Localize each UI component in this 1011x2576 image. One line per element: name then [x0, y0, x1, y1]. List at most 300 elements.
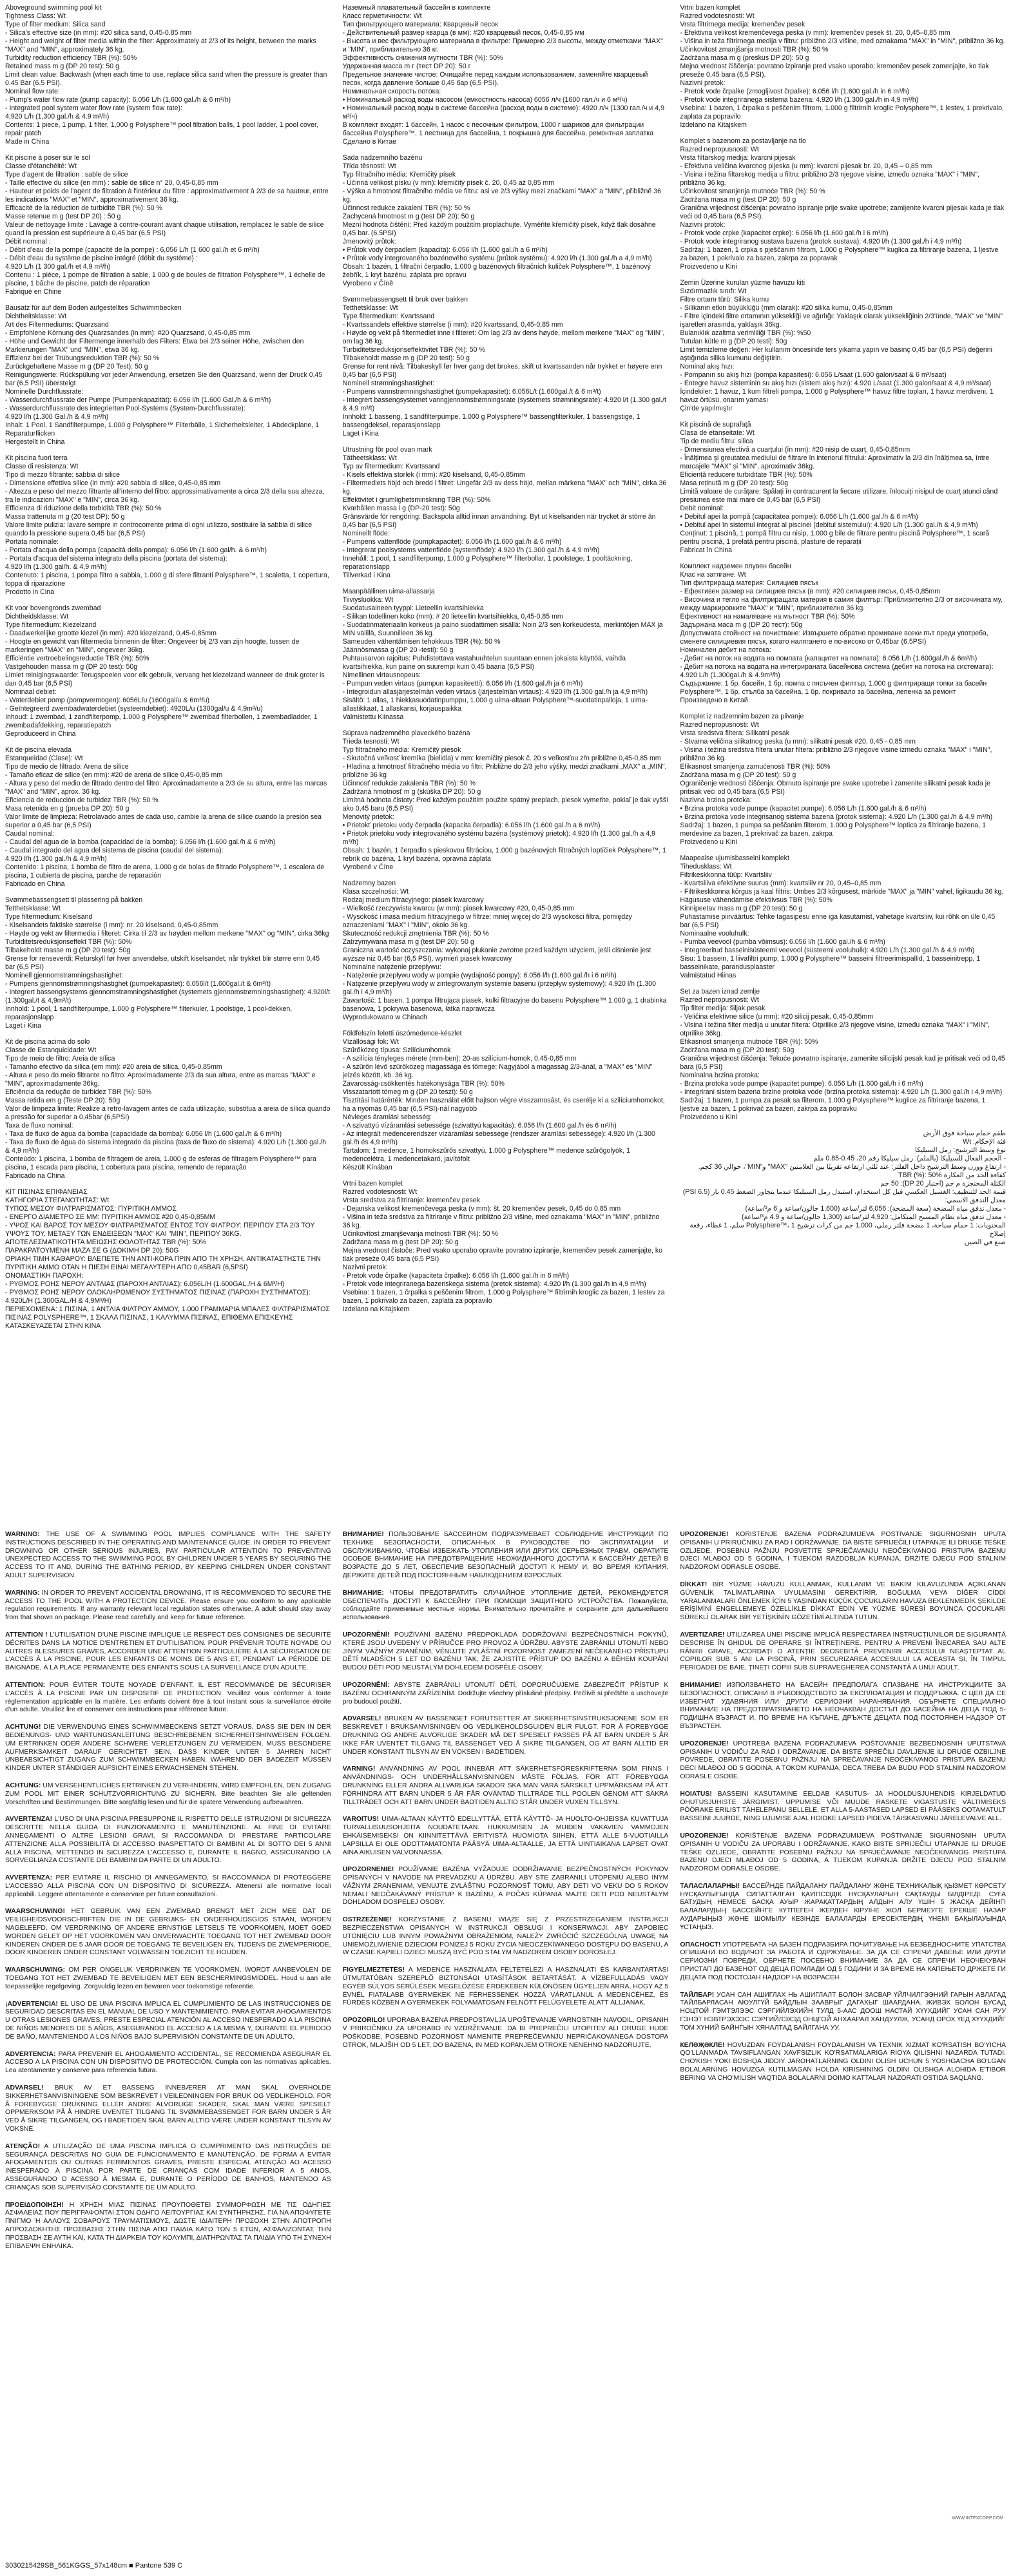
warning-heading: OPOZORILO!	[342, 2017, 385, 2024]
spec-line: الكتلة المحتجزة م جم (اختبار DP 20): 50 جم	[880, 1180, 1006, 1187]
spec-line: Wyprodukowano w Chinach	[342, 1014, 427, 1021]
spec-block-title: Utrustning för pool ovan mark	[342, 446, 432, 454]
spec-block	[680, 1129, 1006, 1247]
spec-line: Graniczna wartość oczyszczania: wykonaj płukanie zwrotne przed każdym użyciem, jeśli ciśnienie jest wyższe niż 0,45 bar (6,5 PSI), wymień piasek kwarcowy	[342, 947, 651, 963]
spec-line: - ΥΨΟΣ ΚΑΙ ΒΑΡΟΣ ΤΟΥ ΜΕΣΟΥ ΦΙΛΤΡΑΡΙΣΜΑΤΟΣ ΕΝΤΟΣ ΤΟΥ ΦΙΛΤΡΟΥ: ΠΕΡΙΠΟΥ ΣΤΑ 2/3 ΤΟΥ ΥΨΟΥΣ ΤΟΥ, ΜΕΤΑΞΥ ΤΩΝ ΕΝΔΕΙΞΕΩΝ "MAX" ΚΑΙ "MIN", ΠΕΡΙΠΟΥ 36KG.	[5, 1222, 315, 1238]
spec-line: Zatrzymywana masa m g (test DP 20): 50 g	[342, 938, 474, 946]
warning-heading: ΠΡΟΕΙΔΟΠΟΙΗΣΗ!	[5, 2201, 64, 2209]
warnings-column-2	[343, 1531, 669, 2497]
warning-paragraph	[680, 1581, 1006, 1622]
spec-line: Turbiditetsreduksjonseffekt TBR (%): 50%	[5, 938, 132, 946]
spec-line: - Wielkość rzeczywista kwarcu (w mm): piasek kwarcowy #20, 0,45-0,85 mm	[342, 905, 574, 912]
warning-paragraph	[5, 2202, 331, 2251]
warning-text: DIE VERWENDUNG EINES SCHWIMMBECKENS SETZT VORAUS, DASS SIE DEN IN DER BEDIENUNGS- UND WARTUNGSANLEITUNG BESCHRIEBENEN SICHERHEITSHINWEISEN FOLGEN. UM ERTRINKEN ODER ANDERE SCHWERE VERLETZUNGEN ZU VERMEIDEN, MUSS BESONDERE AUFMERKSAMKEIT DARAUF GERICHTET SEIN, DASS KINDER UNTER 5 JAHREN NICHT UNBEABSICHTIGT ZUGANG ZUM SCHWIMMBECKEN HABEN. WÄHREND DER BADEZEIT MÜSSEN KINDER UNTER STÄNDIGER AUFSICHT EINES ERWACHSENEN STEHEN.	[5, 1724, 331, 1773]
spec-block-title: Maanpäällinen uima-allassarja	[342, 588, 435, 595]
spec-line: Sadržaj: 1 bazen, 1 pumpa za pesak sa filterom, 1.000 g Polysphere™ kuglice za filtriranje bazena, 1 ljestve za bazen, 1 pokrivač za bazen, zakrpa za popravku	[680, 1097, 986, 1113]
spec-line: - Silikan todellinen koko (mm): # 20 lieteellin kvartsihiekka, 0,45-0,85 mm	[342, 613, 563, 620]
spec-line: Clasa de etanșeitate: Wt	[680, 429, 755, 437]
spec-line: Turbiditetsreduksjonseffektivitet TBR (%): 50 %	[342, 346, 485, 354]
spec-line: Vyrobeno v Číně	[342, 280, 394, 287]
warning-text: POUR ÉVITER TOUTE NOYADE D'ENFANT, IL EST RECOMMANDÉ DE SÉCURISER L'ACCÈS À LA PISCINE PAR UN DISPOSITIF DE PROTECTION. Veuillez vous conformer à toute réglementation applicable en la matière. Les enfants doivent être à tout instant sous la surveillance étroite d'un adulte. Veuillez lire et conserver ces instructions pour référence future.	[5, 1681, 331, 1714]
spec-line: • Brzina protoka vode integrisanog sistema bazena (protok sistema): 4.920 L/h (1.300 gal./h & 4,9 m³/h)	[680, 813, 993, 821]
spec-block-title: Kit de piscina elevada	[5, 746, 72, 754]
warning-heading: DİKKAT!	[680, 1581, 708, 1588]
warning-heading: WAARSCHUWING:	[5, 1966, 65, 1974]
spec-line: - Height and weight of filter media within the filter: Approximately at 2/3 of its height, between the marks "MAX" and "MIN", approximately 36 kg.	[5, 37, 316, 53]
spec-line: Limit temizleme değeri: Her kullanım öncesinde ters yıkama yapın ve basınç 0,45 bar (6,5 PSI) değerini aştığında silika kumunu değiştirin.	[680, 346, 992, 362]
warning-text: PER EVITARE IL RISCHIO DI ANNEGAMENTO, SI RACCOMANDA DI PROTEGGERE L'ACCESSO ALLA PISCINA CON UN DISPOSITIVO DI SICUREZZA. Attenersi alle normative locali applicabili. Leggere attentamente e conservare per future consultazioni.	[5, 1874, 331, 1898]
spec-block-title: Комплект надземен плувен басейн	[680, 562, 791, 570]
warning-paragraph	[343, 1682, 669, 1706]
spec-line: Contenido: 1 piscina, 1 bomba de filtro de arena, 1.000 g de bolas de filtrado Polysphere™, 1 escalera de piscina, 1 cubierta de piscina, parche de reparación	[5, 863, 325, 879]
spec-line: Učinkovitost zmanjšanja motnosti TBR (%): 50 %	[680, 46, 829, 53]
spec-line: - Filtre içindeki filtre ortamının yüksekliği ve ağırlığı: Yaklaşık olarak yüksekliğinin 2/3'ünde, "MAX" ve "MIN" işaretleri arasında, yaklaşık 36kg.	[680, 312, 1003, 329]
warning-heading: ACHTUNG!	[5, 1724, 41, 1731]
spec-line: Classe d'étanchéité: Wt	[5, 162, 77, 170]
spec-line: Rodzaj medium filtracyjnego: piasek kwarcowy	[342, 896, 484, 904]
specifications-column-1	[5, 4, 331, 1518]
spec-block	[343, 879, 669, 1022]
spec-line: - Височина и тегло на филтриращата материя в самия филтър: Приблизително 2/3 от височината му, между маркировките "MAX" и "MIN", приблизително 36 kg.	[680, 596, 1003, 612]
warning-heading: ВНИМАНИЕ:	[342, 1589, 384, 1597]
spec-line: Grense for rent nivå: Tilbakeskyll før hver gang det brukes, skift ut kvartssanden når trykket er høyere enn 0,45 bar (6,5 PSI)	[342, 363, 662, 379]
spec-line: - Дебит на поток на водата на помпата (капацитет на помпата): 6.056 L/h (1.600gal./h & 6m³/h)	[680, 655, 977, 662]
warning-text: UM VERSEHENTLICHES ERTRINKEN ZU VERHINDERN, WIRD EMPFOHLEN, DEN ZUGANG ZUM POOL MIT EINER SCHUTZVORRICHTUNG ZU SICHERN. Bitte beachten Sie alle geltenden Vorschriften und Bestimmungen. Bitte sorgfältig lesen und für die spätere Verwendung aufbewahren.	[5, 1782, 331, 1806]
print-code-footer: 3030215429SB_561KGGS_57x148cm ■ Pantone 539 C	[5, 2562, 183, 2570]
spec-block-title: Svømmebassengsett til plassering på bakken	[5, 896, 143, 904]
spec-line: Jmenovitý průtok:	[342, 238, 396, 245]
spec-line: Zadržana masa m g (test DP 20): 50 g	[680, 196, 796, 204]
spec-line: Menovitý prietok:	[342, 813, 394, 821]
warning-paragraph	[5, 2143, 331, 2193]
spec-line: Contenuto: 1 piscina, 1 pompa filtro a sabbia, 1.000 g di sfere filtranti Polysphere™, 1 scaletta, 1 copertura, toppa di riparazione	[5, 572, 329, 588]
spec-line: - Daadwerkelijke grootte kiezel (in mm): #20 kiezelzand, 0,45-0,85mm	[5, 630, 217, 637]
spec-line: ΚΑΤΑΣΚΕΥΑΖΕΤΑΙ ΣΤΗΝ ΚΙΝΑ	[5, 1322, 101, 1330]
spec-line: Typ filtračného média: Kremičitý piesok	[342, 746, 461, 754]
spec-line: Sadržaj: 1 bazen, 1 crpka s pješčanim filtrom, 1.000 g Polysphere™ kuglica za filtriranje bazena, 1 ljestve za bazen, 1 pokrivalo za bazen, zakrpa za popravak	[680, 246, 999, 262]
warning-paragraph	[343, 1866, 669, 1907]
spec-line: Tätheetsklass: Wt	[342, 454, 397, 462]
spec-line: Taxa de fluxo nominal:	[5, 1122, 73, 1129]
spec-line: Laget i Kina	[5, 1022, 41, 1030]
spec-line: صنع في الصين	[964, 1238, 1006, 1246]
spec-line: 4.920 l/h (1.300 gal/h. & 4,9 m³/h)	[5, 563, 107, 571]
spec-line: Zawartość: 1 basen, 1 pompa filtrująca piasek, kulki filtracyjne do basenu Polysphere™ 1.000 g, 1 drabinka basenowa, 1 pokrywa basenowa, łatka naprawcza	[342, 997, 667, 1013]
spec-line: Prodotto in Cina	[5, 588, 54, 596]
spec-line: - Pumpens vattenflöde (pumpkapacitet): 6.056 l/h (1.600 gal./h & 6 m³/h)	[342, 538, 562, 546]
spec-line: - Účinná velikost písku (v mm): křemičitý písek č. 20, 0,45 až 0,85 mm	[342, 179, 555, 187]
spec-block	[343, 1180, 669, 1314]
spec-line: Efficiëntie vertroebelingsreductie TBR (%): 50%	[5, 655, 149, 662]
spec-line: - Pump's water flow rate (pump capacity): 6,056 L/h (1,600 gal./h & 6 m³/h)	[5, 96, 231, 104]
warning-paragraph	[5, 1631, 331, 1673]
spec-line: قيمة الحد للتنظيف: الغسيل العكسي قبل كل استخدام، استبدل رمل السيليكا عندما يتجاوز الضغط 0.45 بار (6.5 PSI)	[682, 1188, 1006, 1196]
spec-block	[343, 1030, 669, 1172]
spec-line: Debit nominal:	[680, 505, 724, 512]
warning-heading: ATTENTION:	[5, 1681, 46, 1689]
spec-line: Vrsta filtrirnega medija: kremenčev pesek	[680, 21, 805, 28]
warning-paragraph	[680, 1631, 1006, 1673]
spec-line: Izdelano na Kitajskem	[680, 121, 747, 129]
spec-block	[343, 154, 669, 288]
spec-line: - Visina i težina filter medija u unutar filtera: Otprilike 2/3 njegove visine, između oznaka "MAX" i "MIN", otprilike 36kg.	[680, 1021, 990, 1037]
warning-text: ANVÄNDNING AV POOL INNEBÄR ATT SÄKERHETSFÖRESKRIFTERNA SOM FINNS I ANVÄNDNINGS- OCH UNDERHÅLLSANVISNINGEN MÅSTE FÖLJAS. FÖR ATT FÖREBYGGA DRUNKNING ELLER ANDRA ALLVARLIGA SKADOR SKA MAN VARA SÄRSKILT UPPMÄRKSAM PÅ ATT FÖRHINDRA ATT BARN UNDER 5 ÅR FÅR OVÄNTAD TILLTRÄDE TILL POOLEN GENOM ATT SÄKRA TILLTRÄDET OCH ATT BARN UNDER BADTIDEN ALLTID STÅR UNDER VUXEN TILLSYN.	[342, 1765, 669, 1806]
spec-line: - Hladina a hmotnosť filtračného média vo filtri: Približne do 2/3 jeho výšky, medzi značkami „MAX" a „MIN", približne 36 kg	[342, 763, 667, 779]
spec-block	[680, 279, 1006, 413]
spec-line: Sameuden vähentämisen tehokkuus TBR (%): 50 %	[342, 638, 501, 646]
spec-line: - Integrert bassengsystems gjennomstrømningshastighet (systemets gjennomstrømningshastighet): 4.920l/t (1.300gal./t & 4,9m³/t)	[5, 988, 331, 1004]
spec-line: - Portata d'acqua della pompa (capacità della pompa): 6.056 l/h (1.600 gal/h. & 6 m³/h)	[5, 546, 267, 554]
warning-text: UIMA-ALTAAN KÄYTTÖ EDELLYTTÄÄ, ETTÄ KÄYTTÖ- JA HUOLTO-OHJEISSA KUVATTUJA TURVALLISUUSOHJEITA NOUDATETAAN. HUKKUMISEN JA MUIDEN VAKAVIEN VAMMOJEN EHKÄISEMISEKSI ON KIINNITETTÄVÄ ERITYISTÄ HUOMIOTA SIIHEN, ETTÄ ALLE 5-VUOTIAILLA LAPSILLA EI OLE ODOTTAMATONTA PÄÄSYÄ UIMA-ALTAALLE, JA ETTÄ UINTIAIKANA LAPSET OVAT AINA AIKUISEN VALVONNASSA.	[342, 1816, 669, 1856]
spec-block-title: Aboveground swimming pool kit	[5, 4, 102, 12]
spec-line: - Brzina protoka vode pumpe (kapacitet pumpe): 6.056 L/h (1.600 gal./h i 6 m³/h)	[680, 1080, 923, 1088]
warning-text: BASSEINI KASUTAMINE EELDAB KASUTUS- JA HOOLDUSJUHENDIS KIRJELDATUD OHUTUSJUHISTE JÄRGIMIST. UPPUMISE VÕI MUUDE RASKETE VIGASTUSTE VÄLTIMISEKS PÖÖRAKE ERILIST TÄHELEPANU SELLELE, ET ALLA 5-AASTASED LAPSED EI PÄÄSEKS OOTAMATULT BASSEINI JUURDE, NING UJUMISE AJAL HOIDKE LAPSED PIDEVA TÄISKASVANU JÄRELEVALVE ALL.	[680, 1790, 1006, 1823]
warning-text: ABYSTE ZABRÁNILI UTONUTÍ DĚTÍ, DOPORUČUJEME ZABEZPEČIT PŘÍSTUP K BAZÉNU OCHRANNÝM ZAŘÍZENÍM. Dodržujte všechny příslušné předpisy. Pečlivě si přečtěte a uschovejte pro budoucí použití.	[342, 1681, 669, 1706]
spec-line: - Integrert bassengsystemet vanngjennomstrømningsrate (systemets strømningsrate): 4.920 l/t (1.300 gal./t & 4,9 m³/t)	[342, 396, 666, 412]
warning-heading: КЕЛӘҖӘКЛЕ!	[680, 2041, 725, 2049]
spec-line: Zadržana masa m g (DP 20 test): 50 g	[680, 771, 796, 779]
spec-line: Nazivni pretok:	[342, 1264, 388, 1271]
warning-text: Η ΧΡΗΣΗ ΜΙΑΣ ΠΙΣΙΝΑΣ ΠΡΟΥΠΟΘΕΤΕΙ ΣΥΜΜΟΡΦΩΣΗ ΜΕ ΤΙΣ ΟΔΗΓΙΕΣ ΑΣΦΑΛΕΙΑΣ ΠΟΥ ΠΕΡΙΓΡΑΦΟΝΤΑΙ ΣΤΟΝ ΟΔΗΓΟ ΛΕΙΤΟΥΡΓΙΑΣ ΚΑΙ ΣΥΝΤΗΡΗΣΗΣ. ΓΙΑ ΝΑ ΑΠΟΦΥΓΕΤΕ ΠΝΙΓΜΟ Ή ΑΛΛΟΥΣ ΣΟΒΑΡΟΥΣ ΤΡΑΥΜΑΤΙΣΜΟΥΣ, ΔΩΣΤΕ ΙΔΙΑΙΤΕΡΗ ΠΡΟΣΟΧΗ ΣΤΗΝ ΑΠΟΤΡΟΠΗ ΑΠΡΟΣΔΟΚΗΤΗΣ ΠΡΟΣΒΑΣΗΣ ΣΤΗΝ ΠΙΣΙΝΑ ΑΠΟ ΠΑΙΔΙΑ ΚΑΤΩ ΤΩΝ 5 ΕΤΩΝ, ΑΣΦΑΛΙΖΟΝΤΑΣ ΤΗΝ ΠΡΟΣΒΑΣΗ ΣΕ ΑΥΤΗ ΚΑΙ, ΚΑΤΑ ΤΗ ΔΙΑΡΚΕΙΑ ΤΟΥ ΚΟΛΥΜΠΙ, ΔΙΑΤΗΡΩΝΤΑΣ ΤΑ ΠΑΙΔΙΑ ΥΠΟ ΤΗ ΣΥΝΕΧΗ ΕΠΙΒΛΕΨΗ ΕΝΗΛΙΚΑ.	[5, 2201, 331, 2250]
warning-heading: VARNING!	[342, 1765, 376, 1773]
warning-text: KORZYSTANIE Z BASENU WIĄŻE SIĘ Z PRZESTRZEGANIEM INSTRUKCJI BEZPIECZEŃSTWA OPISANYCH W INSTRUKCJI OBSŁUGI I KONSERWACJI. ABY ZAPOBIEC UTONIĘCIU LUB INNYM POWAŻNYM OBRAŻENIOM, NALEŻY ZWRÓCIĆ SZCZEGÓLNĄ UWAGĘ NA UNIEMOŻLIWIENIE DZIECIOM PONIŻEJ 5 ROKU ŻYCIA NIEOCZEKIWANEGO DOSTĘPU DO BASENU, A W CZASIE KĄPIELI DZIECI MUSZĄ BYĆ POD STAŁYM NADZOREM OSOBY DOROSŁEJ.	[342, 1916, 669, 1957]
spec-line: • Номинальный расход воды насосом (емкостность насоса) 6056 л/ч (1600 гал./ч и 6 м³/ч)	[342, 96, 628, 104]
spec-line: - Kvartssandets effektive størrelse (i mm): #20 kvartssand, 0,45-0,85 mm	[342, 321, 563, 329]
spec-line: - Integrirani sistem bazena brzine protoka vode (brzina protoka sistema): 4.920 L/h (1.300 gal./h i 4,9 m³/h)	[680, 1088, 1003, 1096]
spec-line: Type filtermedium: Kiezelzand	[5, 621, 97, 629]
spec-block	[5, 154, 331, 296]
warning-text: POUŽÍVANIE BAZÉNA VYŽADUJE DODRŽIAVANIE BEZPEČNOSTNÝCH POKYNOV OPÍSANÝCH V NÁVODE NA PREVÁDZKU A ÚDRŽBU. ABY STE ZABRÁNILI UTOPENIU ALEBO INÝM VÁŽNYM ZRANENIAM, VENUJTE ZVLÁŠTNU POZORNOSŤ TOMU, ABY DETI VO VEKU DO 5 ROKOV NEMALI NEOČAKÁVANÝ PRÍSTUP K BAZÉNU, A POČAS KÚPANIA MAJTE DETI POD NEUSTÁLYM DOHĽADOM DOSPELEJ OSOBY.	[342, 1866, 669, 1907]
spec-line: Tillverkad i Kina	[342, 572, 391, 579]
spec-line: - Efektivna velikost kremenčevega peska (v mm): kremenčev pesek št. 20, 0,45–0,85 mm	[680, 29, 950, 37]
warning-paragraph	[343, 2017, 669, 2050]
spec-line: Geproduceerd in China	[5, 730, 76, 738]
warning-text: L'USO DI UNA PISCINA PRESUPPONE IL RISPETTO DELLE ISTRUZIONI DI SICUREZZA DESCRITTE NELLA GUIDA DI FUNZIONAMENTO E MANUTENZIONE. AL FINE DI EVITARE ANNEGAMENTI O ALTRE LESIONI GRAVI, SI RACCOMANDA DI PRESTARE PARTICOLARE ATTENZIONE ALLA POSSIBILITÀ DI ACCESSO INASPETTATO DI BAMBINI AL DI SOTTO DEI 5 ANNI ALLA PISCINA, METTENDO IN SICUREZZA L'ACCESSO E, DURANTE IL BAGNO, ASSICURANDO LA SORVEGLIANZA COSTANTE DEI BAMBINI DA PARTE DI UN ADULTO.	[5, 1816, 331, 1865]
spec-line: - Taxa de fluxo de água do sistema integrado da piscina (taxa de fluxo do sistema): 4.920 L/h (1.300 gal./h & 4,9 m³/h)	[5, 1139, 327, 1155]
spec-line: Třída těsnosti: Wt	[342, 162, 396, 170]
spec-line: Typ av filtermedium: Kvartssand	[342, 463, 440, 470]
spec-line: Gränsvärde för rengöring: Backspola alltid innan användning. Byt ut kiselsanden när trycket är större än 0,45 bar (6,5 PSI)	[342, 513, 656, 529]
spec-block	[5, 896, 331, 1030]
spec-line: - Действительный размер кварца (в мм): #20 кварцевый песок, 0,45-0,85 мм	[342, 29, 584, 37]
spec-line: Çin'de yapılmıştır	[680, 405, 733, 412]
spec-line: • Номинальный расход воды в системе бассейна (расход воды в системе): 4920 л/ч (1300 гал./ч и 4,9 м³/ч)	[342, 104, 664, 120]
spec-block-title: Kit voor bovengronds zwembad	[5, 604, 101, 612]
spec-line: Masse retenue m g (test DP 20) : 50 g	[5, 213, 121, 220]
spec-line: ΠΕΡΙΕΧΟΜΕΝΑ: 1 ΠΙΣΙΝΑ, 1 ΑΝΤΛΙΑ ΦΙΛΤΡΟΥ ΑΜΜΟΥ, 1.000 ΓΡΑΜΜΑΡΙΑ ΜΠΑΛΕΣ ΦΙΛΤΡΑΡΙΣΜΑΤΟΣ ΠΙΣΙΝΑΣ POLYSPHERE™, 1 ΣΚΑΛΑ ΠΙΣΙΝΑΣ, 1 ΚΑΛΥΜΜΑ ΠΙΣΙΝΑΣ, ΕΠΙΘΕΜΑ ΕΠΙΣΚΕΥΗΣ	[5, 1305, 330, 1322]
warnings-column-1	[5, 1531, 331, 2497]
spec-line: ΟΡΙΑΚΗ ΤΙΜΗ ΚΑΘΑΡΟΥ: ΒΛΕΠΕΤΕ ΤΗΝ ΑΝΤΙ-ΚΟΡΑ ΠΡΙΝ ΑΠΟ ΤΗ ΧΡΗΣΗ, ΑΝΤΙΚΑΤΑΣΤΗΣΤΕ ΤΗΝ ΠΥΡΙΤΙΚΗ ΑΜΜΟ ΟΤΑΝ Η ΠΙΕΣΗ ΕΙΝΑΙ ΜΕΓΑΛΥΤΕΡΗ ΑΠΟ 0,45ΒΑR (6,5PSI)	[5, 1255, 321, 1271]
spec-line: - Protok vode crpke (kapacitet crpke): 6.056 l/h (1.600 gal./h i 6 m³/h)	[680, 229, 889, 237]
spec-line: - Entegre havuz sisteminin su akış hızı (sistem akış hızı): 4.920 L/saat (1.300 galon/saat & 4,9 m³/saat)	[680, 380, 992, 387]
spec-block-title: Set za bazen iznad zemlje	[680, 988, 760, 995]
warning-heading: ВНИМАНИЕ!	[680, 1681, 722, 1689]
spec-line: Made in China	[5, 138, 50, 146]
spec-line: - معدل تدفق مياه نظام المسبح المتكامل: 4,920 لتر/ساعة (1,300 جالون/ساعة و 4.9 م³/ساعة)	[741, 1213, 1006, 1221]
spec-line: Portata nominale:	[5, 538, 59, 546]
spec-line: Sisu: 1 bassein, 1 liivafiltri pump, 1.000 g Polysphere™ basseini filtreerimispallid, 1 basseinitrepp, 1 basseinikate, parandusplaaster	[680, 955, 981, 971]
spec-line: - Filtermediets höjd och bredd i filtret: Ungefär 2/3 av dess höjd, mellan märkena "MAX" och "MIN", cirka 36 kg.	[342, 479, 667, 495]
warning-paragraph	[680, 1791, 1006, 1823]
spec-line: - Wasserdurchflussrate des integrierten Pool-Systems (System-Durchflussrate):	[5, 405, 246, 412]
warning-paragraph	[5, 1966, 331, 1991]
spec-line: - Dejanska velikost kremenčevega peska (v mm): št. 20 kremenčev pesek, 0,45 do 0,85 mm	[342, 1205, 621, 1213]
spec-line: - Waterdebiet pomp (pompvermogen): 6056L/u (1600gal/u & 6m³/u)	[5, 697, 209, 704]
spec-line: Nominellt flöde:	[342, 530, 390, 537]
spec-block-title: Kit de piscina acima do solo	[5, 1038, 90, 1046]
warning-paragraph	[5, 2084, 331, 2134]
spec-line: Tightness Class: Wt	[5, 12, 66, 20]
spec-line: Tihedusklass: Wt	[680, 863, 732, 870]
spec-line: - Pumpun veden virtaus (pumpun kapasiteetti): 6.056 l/h (1.600 gal./h ja 6 m³/h)	[342, 680, 583, 687]
spec-line: Mejna vrednost čiščenja: povratno izpiranje pred vsako uporabo; kremenčev pesek zamenjajte, ko tlak preseže 0,45 bara (6,5 PSI).	[680, 62, 989, 79]
warning-paragraph	[5, 1874, 331, 1899]
warning-paragraph	[343, 1816, 669, 1857]
spec-line: Tiiviysluokka: Wt	[342, 596, 394, 604]
warning-heading: ATENÇÃO!	[5, 2142, 41, 2150]
spec-line: - Višina in teža filtrirnega medija v filtru: približno 2/3 višine, med oznakama "MAX" in "MIN", približno 36 kg.	[680, 37, 1005, 45]
warning-heading: ATTENTION !	[5, 1631, 48, 1639]
warning-text: IN ORDER TO PREVENT ACCIDENTAL DROWNING, IT IS RECOMMENDED TO SECURE THE ACCESS TO THE POOL WITH A PROTECTION DEVICE. Please ensure you conform to any applicable regulation requirements. If any warranty relevant local regulation states otherwise, A adult should stay away from that shown on package. Please read carefully and keep for future reference.	[5, 1589, 331, 1622]
spec-line: - Natężenie przepływu wody w zintegrowanym systemie basenu (przepływ systemowy): 4.920 l/h (1.300 gal./h i 4,9 m³/h)	[342, 980, 657, 996]
spec-line: Tilbakeholdt masse m g (DP 20 test): 50g	[5, 947, 131, 954]
spec-line: Účinnosť redukcie zakalenia TBR (%): 50 %	[342, 780, 476, 787]
spec-line: - Pretok vode črpalke (zmogljivost črpalke): 6.056 l/h (1.600 gal./h in 6 m³/h)	[680, 88, 909, 95]
spec-line: Bulanıklık azaltma verimliliği TBR (%): %50	[680, 329, 811, 337]
spec-line: Contenu : 1 pièce, 1 pompe de filtration à sable, 1 000 g de boules de filtration Polysphere™, 1 échelle de piscine, 1 bâche de piscine, patch de réparation	[5, 271, 325, 287]
spec-line: Efficienza di riduzione della torbidità TBR (%): 50 %	[5, 505, 162, 512]
spec-line: - Geïntegreerd zwembadwaterdebiet (systeemdebiet): 4920L/u (1300gal/u & 4,9m³/u)	[5, 705, 263, 713]
spec-block-title: Sada nadzemního bazénu	[342, 154, 423, 162]
warning-text: KORIŠTENJE BAZENA PODRAZUMIJEVA POŠTIVANJE SIGURNOSNIH UPUTA OPISANIH U VODIČU ZA UPORABU I ODRŽAVANJE. KAKO BISTE SPRIJEČILI UTAPANJE ILI DRUGE TEŠKE OZLJEDE, OBRATITE POSEBNU PAŽNJU NA SPRJEČAVANJE NEOČEKIVANOG PRISTUPA BAZENU DJECI MLAĐOJ OD 5 GODINA, A TIJEKOM KUPANJA DRŽITE DJECU POD STALNIM NADZOROM ODRASLE OSOBE.	[680, 1832, 1006, 1873]
spec-block	[343, 446, 669, 580]
spec-line: В комплект входят: 1 бассейн, 1 насос с песочным фильтром, 1000 г шариков для фильтрации бассейна Polysphere™, 1 лестница для бассейна, 1 покрышка для бассейна, ремонтная заплатка	[342, 121, 654, 137]
specifications-column-3	[680, 4, 1006, 1518]
spec-line: Innhold: 1 pool, 1 sandfilterpumpe, 1.000 g Polysphere™ filterkuler, 1 poolstige, 1 pool-dekken, reparasjonslapp	[5, 1005, 293, 1021]
spec-line: Tisztítási határérték: Minden használat előtt hajtson végre visszamosást, és cserélje ki a szilíciumhomokot, ha a nyomás 0,45 bar (6,5 PSI)-nál nagyobb	[342, 1097, 665, 1113]
warning-text: THE USE OF A SWIMMING POOL IMPLIES COMPLIANCE WITH THE SAFETY INSTRUCTIONS DESCRIBED IN THE OPERATING AND MAINTENANCE GUIDE. IN ORDER TO PREVENT DROWNING OR OTHER SERIOUS INJURIES, PAY PARTICULAR ATTENTION TO PREVENTING UNEXPECTED ACCESS TO THE SWIMMING POOL BY CHILDREN UNDER 5 YEARS BY SECURING THE ACCESS TO IT AND, DURING THE BATHING PERIOD, BY KEEPING CHILDREN UNDER CONSTANT ADULT SUPERVISION.	[5, 1531, 331, 1579]
spec-line: - Pumpens vannstrømningshastighet (pumpekapasitet): 6.056L/t (1.600gal./t & 6 m³/t)	[342, 388, 601, 396]
warning-heading: ТАЙЛБАР!	[680, 1991, 715, 1999]
spec-line: Caudal nominal:	[5, 830, 55, 838]
warning-paragraph	[680, 1992, 1006, 2033]
spec-line: - Višina in teža sredstva za filtriranje v filtru: približno 2/3 višine, med oznakama "MAX" in "MIN", približno 36 kg.	[342, 1213, 660, 1229]
warning-heading: UPOZORNENIE!	[342, 1866, 394, 1874]
spec-line: - Integrerat poolsystems vattenflöde (systemflöde): 4.920 l/h (1.300 gal./h & 4,9 m³/h)	[342, 546, 600, 554]
spec-line: Nominaalne vooluhulk:	[680, 930, 749, 937]
spec-line: - Pretok vode integriranega sistema bazena: 4.920 l/h (1.300 gal./h in 4,9 m³/h)	[680, 96, 919, 104]
warning-text: L'UTILISATION D'UNE PISCINE IMPLIQUE LE RESPECT DES CONSIGNES DE SÉCURITÉ DÉCRITES DANS LA NOTICE D'ENTRETIEN ET D'UTILISATION. POUR PRÉVENIR TOUTE NOYADE OU AUTRES BLESSURES GRAVES, ACCORDER UNE ATTENTION PARTICULIÈRE À LA SÉCURISATION DE L'ACCÈS À LA PISCINE, POUR LES ENFANTS DE MOINS DE 5 ANS ET, PENDANT LA PÉRIODE DE BAIGNADE, À LA PLACE PERMANENTE DES ENFANTS SOUS LA SURVEILLANCE D'UN ADULTE.	[5, 1631, 331, 1672]
warning-paragraph	[680, 2042, 1006, 2083]
spec-line: Valmistatud Hiinas	[680, 972, 737, 979]
spec-line: - Wysokość i masa medium filtracyjnego w filtrze: mniej więcej do 2/3 wysokości filtra, pomiędzy oznaczeniami "MAX" i "MIN", około 36 kg.	[342, 913, 632, 929]
spec-line: Zurückgehaltene Masse m g (DP 20 Test): 50 g	[5, 363, 148, 370]
spec-line: Kvarhållen massa i g (DP-20 test): 50g	[342, 505, 460, 512]
spec-line: Dichtheitsklasse: Wt	[5, 312, 67, 320]
spec-line: Tip de mediu filtru: silica	[680, 437, 753, 445]
warnings-section	[5, 1531, 1006, 2497]
spec-line: Tetthetsklasse: Wt	[342, 304, 398, 312]
spec-line: Proizvedeno u Kini	[680, 838, 737, 846]
warning-paragraph	[343, 1916, 669, 1957]
spec-line: Eficiência da redução de turbidez TBR (%): 50%	[5, 1088, 152, 1096]
spec-line: نوع وسط الترشيح: رمل السيليكا	[914, 1146, 1006, 1154]
spec-line: - Visina i težina sredstva filtera unutar filtera: približno 2/3 njegove visine između oznaka "MAX" i "MIN", približno 36 kg.	[680, 746, 992, 762]
spec-line: Эффективность снижения мутности TBR (%): 50%	[342, 54, 503, 62]
spec-line: Eficiență reducere turbiditate TBR (%): 50%	[680, 471, 813, 479]
warning-text: BRUK AV ET BASSENG INNEBÆRER AT MAN SKAL OVERHOLDE SIKKERHETSANVISNINGENE SOM BESKREVET I VEILEDNINGEN FOR BRUK OG VEDLIKEHOLD. FOR Å FOREBYGGE DRUKNING ELLER ANDRE ALVORLIGE SKADER, SKAL MAN VÆRE SPESIELT OPPMERKSOM PÅ Å HINDRE UVENTET TILGANG TIL SVØMMEBASSENGET FOR BARN UNDER 5 ÅR VED Å SIKRE TILGANGEN, OG I BADETIDEN SKAL BARN ALLTID VÆRE UNDER KONSTANT TILSYN AV VOKSNE.	[5, 2084, 331, 2133]
spec-line: - Altezza e peso del mezzo filtrante all'interno del filtro: approssimativamente a circa 2/3 della sua altezza, tra le indicazioni "MAX" e "MIN", circa 36 kg.	[5, 488, 325, 504]
spec-line: Art des Filtermediums: Quarzsand	[5, 321, 109, 329]
spec-line: Произведено в Китай	[680, 697, 748, 704]
spec-line: - Silica's effective size (in mm): #20 silica sand, 0.45-0.85 mm	[5, 29, 192, 37]
spec-line: - Integroidun allasjärjestelmän veden virtaus (järjestelmän virtaus): 4.920 l/h (1.300 gal./h ja 4,9 m³/h)	[342, 688, 648, 696]
spec-block	[5, 746, 331, 889]
spec-line: Nominell strømningshastighet:	[342, 380, 435, 387]
spec-line: Съдържание: 1 бр. басейн, 1 бр. помпа с пясъчен филтър, 1.000 g филтриращи топки за басейн Polysphere™, 1 бр. стълба за басейна, 1 бр. покривало за басейна, лепенка за ремонт	[680, 680, 987, 696]
spec-line: - Înălțimea și greutatea mediului de filtrare în interiorul filtrului: Aproximativ la 2/3 din înălțimea sa, între marcajele "MAX" și "MIN", aproximativ 36kg.	[680, 454, 990, 470]
spec-line: Sadržaj: 1 bazen, 1 pumpa sa peščanim filterom, 1.000 g Polysphere™ loptica za filtriranje bazena, 1 merdevine za bazen, 1 prekrivač za bazen, zakrpa	[680, 822, 986, 838]
warning-paragraph	[343, 1715, 669, 1756]
spec-line: ΠΑΡΑΚΡΑΤΟΥΜΕΝΗ ΜΑΖΑ ΣΕ G (ΔΟΚΙΜΗ DP 20): 50G	[5, 1247, 179, 1254]
spec-line: Suodatusaineen tyyppi: Lieteellin kvartsihiekka	[342, 604, 484, 612]
spec-line: Zavarosság-csökkentés hatékonysága TBR (%): 50%	[342, 1080, 505, 1088]
spec-line: - Dimensiunea efectivă a cuarțului (în mm): #20 nisip de cuarț, 0,45-0,85mm	[680, 446, 910, 454]
spec-line: Masa retenida en g (prueba DP 20): 50 g	[5, 805, 130, 812]
spec-line: Hergestellt in China	[5, 438, 65, 446]
spec-line: - Výška a hmotnost filtračního média ve filtru: asi ve 2/3 výšky mezi značkami "MAX" a "MIN", přibližně 36 kg.	[342, 187, 661, 204]
spec-line: Typ filtračního média: Křemičitý písek	[342, 171, 456, 178]
specifications-column-2	[343, 4, 669, 1518]
spec-line: Limită valoare de curățare: Spălați în contracurent la fiecare utilizare, înlocuiți nisipul de cuarț atunci când presiunea este mai mare de 0,45 bar (6,5 PSI)	[680, 488, 998, 504]
spec-line: Efficacité de la réduction de turbidité TBR (%): 50 %	[5, 204, 162, 212]
spec-line: Efikasnost smanjenja zamućenosti TBR (%): 50%	[680, 763, 831, 771]
spec-line: Nazivni protok:	[680, 221, 726, 229]
spec-line: Limitná hodnota čistoty: Pred každým použitím použite spätný preplach, piesok vymeňte, pokiaľ je tlak vyšší ako 0,45 baru (6,5 PSI)	[342, 796, 669, 812]
spec-line: Účinnost redukce zakalení TBR (%): 50 %	[342, 204, 470, 212]
spec-line: - Filtrikeskkonna kõrgus ja kaal filtris: Umbes 2/3 kõrgusest, märkide "MAX" ja "MIN" vahel, ligikaudu 36 kg.	[680, 888, 1004, 896]
warning-text: УПОТРЕБАТА НА БАЗЕН ПОДРАЗБИРА ПОЧИТУВАЊЕ НА БЕЗБЕДНОСНИТЕ УПАТСТВА ОПИШАНИ ВО ВОДИЧОТ ЗА РАБОТА И ОДРЖУВАЊЕ. ЗА ДА СЕ СПРЕЧИ ДАВЕЊЕ ИЛИ ДРУГИ СЕРИОЗНИ ПОВРЕДИ, ОБРНЕТЕ ПОСЕБНО ВНИМАНИЕ ЗА ДА СЕ СПРЕЧИ НЕОЧЕКУВАН ПРИСТАП ДО БАЗЕНОТ ОД ДЕЦА ПОМЛАДИ ОД 5 ГОДИНИ И ЗА ВРЕМЕ НА КАПЕЊЕТО ДРЖЕТЕ ГИ ДЕЦАТА ПОД ПОСТОЈАН НАДЗОР НА ВОЗРАСЕН.	[680, 1941, 1006, 1981]
spec-line: Tipo de medio de filtrado: Arena de sílice	[5, 763, 129, 771]
spec-block	[5, 454, 331, 597]
warning-heading: UPOZORENJE!	[680, 1531, 729, 1538]
spec-line: Задържана маса m g (DP 20 тест): 50g	[680, 621, 803, 629]
spec-line: Puhastamise piirväärtus: Tehke tagasipesu enne iga kasutamist, vahetage kvartsliiv, kui rõhk on üle 0,45 bar (6,5 PSI)	[680, 913, 996, 929]
spec-line: Номинальная скорость потока:	[342, 88, 441, 95]
spec-line: Limit clean value: Backwash (when each time to use, replace silica sand when the pressure is greater than 0.45 Bar (6.5 PSI).	[5, 71, 327, 87]
spec-line: - Hoogte en gewicht van filtermedia binnenin de filter: Ongeveer bij 2/3 van zijn hoogte, tussen de markeringen "MAX" en "MIN", ongeveer 36kg.	[5, 638, 300, 654]
spec-line: Efikasnost smanjenja mutnoće TBR (%): 50%	[680, 1038, 818, 1046]
spec-line: - Pumba veevool (pumba võimsus): 6.056 l/h (1.600 gal./h & 6 m³/h)	[680, 938, 885, 946]
spec-line: - Tamanho efectivo da sílica (em mm): #20 areia de sílica, 0,45-0,85mm	[5, 1063, 222, 1071]
spec-line: - ΡΥΘΜΟΣ ΡΟΗΣ ΝΕΡΟΥ ΑΝΤΛΙΑΣ (ΠΑΡΟΧΗ ΑΝΤΛΙΑΣ): 6.056L/H (1.600GAL./H & 6M³/H)	[5, 1280, 285, 1288]
warning-text: HOVUZDAN FOYDALANISH FOYDALANISH VA TEXNIK XIZMAT KO'RSATISH BO'YICHA QO'LLANMADA TAVSIFLANGAN XAVFSIZLIK KO'RSATMALARIGA RIOYA QILISHNI NAZARDA TUTADI. CHO'KISH YOKI BOSHQA JIDDIY JAROHATLARNING OLDINI OLISH UCHUN 5 YOSHGACHA BO'LGAN BOLALARNING HOVUZGA KUTILMAGAN HOLDA KIRISHINING OLDINI OLISHGA ALOHIDA E'TIBOR BERING VA CHO'MILISH VAQTIDA BOLALARNI DOIMO KATTALAR NAZORATI OSTIDA SAQLANG.	[680, 2041, 1006, 2082]
spec-line: Razred vodotesnosti: Wt	[680, 12, 755, 20]
warning-paragraph	[5, 1590, 331, 1622]
warning-paragraph	[343, 1631, 669, 1673]
spec-line: - Altura e peso do meio filtrante no filtro: Aproximadamente 2/3 da sua altura, entre as marcas "MAX" e "MIN", aproximadamente 36kg.	[5, 1072, 316, 1088]
spec-line: Granična vrijednost čišćenja: Tekuće povratno ispiranje, zamenite silicijski pesak kad je pritisak veći od 0,45 bara (6,5 PSI)	[680, 1055, 1005, 1071]
spec-block-title: Bausatz für auf dem Boden aufgestelltes Schwimmbecken	[5, 304, 182, 312]
spec-line: Vrsta sredstva filtera: Silikatni pesak	[680, 729, 790, 737]
spec-line: - Dimensione effettiva silice (in mm): #20 sabbia di silice, 0,45-0,85 mm	[5, 479, 221, 487]
warning-text: A MEDENCE HASZNÁLATA FELTÉTELEZI A HASZNÁLATI ÉS KARBANTARTÁSI ÚTMUTATÓBAN SZEREPLŐ BIZTONSÁGI UTASÍTÁSOK BETARTÁSÁT. A VÍZBEFULLADÁS VAGY EGYÉB SÚLYOS SÉRÜLÉSEK MEGELŐZÉSE ÉRDEKÉBEN KÜLÖNÖSEN ÜGYELJEN ARRA, HOGY AZ 5 ÉVNÉL FIATALABB GYERMEKEK NE FÉRHESSENEK HOZZÁ VÁRATLANUL A MEDENCÉHEZ, ÉS FÜRDÉS KÖZBEN A GYERMEKEK FOLYAMATOSAN FELNŐTT FELÜGYELETE ALATT ÁLLJANAK.	[342, 1966, 669, 2007]
spec-line: - Débit d'eau de la pompe (capacité de la pompe) : 6,056 L/h (1 600 gal./h et 6 m³/h)	[5, 246, 260, 254]
warning-paragraph	[343, 1531, 669, 1581]
spec-block	[343, 729, 669, 872]
warning-text: UPORABA BAZENA PREDPOSTAVLJA UPOŠTEVANJE VARNOSTNIH NAVODIL, OPISANIH V PRIROČNIKU ZA UPORABO IN VZDRŽEVANJE. DA BI PREPREČILI UTOPITEV ALI DRUGE HUDE POŠKODBE, POSEBNO POZORNOST NAMENITE PREPREČEVANJU NEPRIČAKOVANEGA DOSTOPA OTROK, MLAJŠIH OD 5 LET, DO BAZENA, IN MED KOPANJEM OTROKE NENEHNO NADZORUJTE.	[342, 2017, 669, 2049]
spec-line: Vastgehouden massa m g (DP 20 test): 50g	[5, 663, 138, 671]
spec-line: ΟΝΟΜΑΣΤΙΚΗ ΠΑΡΟΧΗ:	[5, 1272, 84, 1280]
warning-paragraph	[680, 1531, 1006, 1572]
spec-line: - Silikanın etkin büyüklüğü (mm olarak): #20 silika kumu, 0,45-0,85mm	[680, 304, 893, 312]
spec-block	[343, 4, 669, 146]
spec-line: Turbidity reduction efficiency TBR (%): 50%	[5, 54, 137, 62]
spec-line: Jäännösmassa g (DP 20 -testi): 50 g	[342, 646, 454, 654]
spec-block-title: Kit piscina fuori terra	[5, 454, 68, 462]
spec-line: Filtre ortamı türü: Silika kumu	[680, 296, 769, 303]
spec-line: 4,920 L/h (1 300 gal./h et 4,9 m³/h)	[5, 263, 111, 271]
spec-line: - معدل تدفق مياه المضخة (سعة المضخة): 6,056 لتر/ساعة (1,600 جالون/ساعة و 6 م³/ساعة)	[745, 1205, 1006, 1213]
warning-text: BRUKEN AV BASSENGET FORUTSETTER AT SIKKERHETSINSTRUKSJONENE SOM ER BESKREVET I BRUKSANVISNINGEN OG VEDLIKEHOLDSGUIDEN BLIR FULGT. FOR Å FOREBYGGE DRUKNING OG ANDRE ALVORLIGE SKADER MÅ DET SPESIELT PASSES PÅ AT BARN UNDER 5 ÅR IKKE FÅR UVENTET TILGANG TIL BASSENGET VED Å SIKRE TILGANGEN, OG AT BARN ALLTID ER UNDER KONSTANT TILSYN AV EN VOKSEN I BADETIDEN.	[342, 1715, 669, 1756]
warning-heading: ВНИМАНИЕ!	[342, 1531, 384, 1538]
spec-line: Puhtausarvon rajoitus: Puhdistettava vastahuuhtelun suuntaan ennen jokaista käyttöä, vaihda kvartsihiekka, kun paine on suurempi kuin 0,45 baaria (6,5 PSI)	[342, 655, 626, 671]
spec-line: Proizvedeno u Kini	[680, 1113, 737, 1121]
spec-line: المحتويات: 1 حمام سباحة، 1 مضخة فلتر رملي، 1,000 جم من كرات ترشيح Polysphere™، 1 سلم، 1 غطاء، رقعة إصلاح	[689, 1222, 1006, 1238]
spec-line: Classe di resistenza: Wt	[5, 463, 79, 470]
spec-line: Tipo di mezzo filtrante: sabbia di silice	[5, 471, 120, 479]
spec-line: - Caudal del agua de la bomba (capacidad de la bomba): 6.056 l/h (1.600 gal./h & 6 m³/h)	[5, 838, 276, 846]
spec-line: Vrsta filtarskog medija: kvarcni pijesak	[680, 154, 796, 162]
warning-heading: WARNING:	[5, 1531, 40, 1538]
warning-text: HET GEBRUIK VAN EEN ZWEMBAD BRENGT MET ZICH MEE DAT DE VEILIGHEIDSVOORSCHRIFTEN DIE IN DE GEBRUIKS- EN ONDERHOUDSGIDS STAAN, WORDEN NAGELEEFD. OM VERDRINKING OF ANDERE ERNSTIGE LETSELS TE VOORKOMEN, MOET GOED WORDEN GELET OP HET VOORKOMEN VAN ONVERWACHTE TOEGANG TOT HET ZWEMBAD DOOR KINDEREN ONDER DE 5 JAAR DOOR DE TOEGANG TE BEVEILIGEN EN, TIJDENS DE ZWEMPERIODE, DOOR KINDEREN ONDER CONSTANT VOLWASSEN TOEZICHT TE HOUDEN.	[5, 1908, 331, 1957]
spec-line: Készült Kínában	[342, 1164, 392, 1171]
spec-line: Nimellinen virtausnopeus:	[342, 671, 421, 679]
spec-line: - Hauteur et poids de l'agent de filtration à l'intérieur du filtre : approximativement à 2/3 de sa hauteur, entre les indications "MAX" et "MIN", approximativement 36 kg.	[5, 187, 329, 204]
warning-paragraph	[343, 1590, 669, 1622]
spec-line: Vsebina: 1 bazen, 1 črpalka s peščenim filtrom, 1.000 g filtrirnih kroglic Polysphere™, 1 lestev, 1 prekrivalo, zaplata za popravilo	[680, 104, 1004, 120]
spec-line: Estanqueidad (Clase): Wt	[5, 755, 83, 762]
warning-text: BİR YÜZME HAVUZU KULLANMAK, KULLANIM VE BAKIM KILAVUZUNDA AÇIKLANAN GÜVENLİK TALİMATLARINA UYULMASINI GEREKTİRİR. BOĞULMA VEYA DİĞER CİDDİ YARALANMALARI ÖNLEMEK İÇİN 5 YAŞINDAN KÜÇÜK ÇOCUKLARIN HAVUZA BEKLENMEDİK ŞEKİLDE ERİŞİMİNİ ENGELLEMEYE ÖZELLİKLE DİKKAT EDİN VE YÜZME SÜRESİ BOYUNCA ÇOCUKLARI SÜREKLİ OLARAK BİR YETİŞKİNİN GÖZETİMİ ALTINDA TUTUN.	[680, 1581, 1006, 1622]
spec-line: - Pumpens gjennomstrømningshastighet (pumpekapasitet): 6.056l/t (1.600gal./t & 6m³/t)	[5, 980, 271, 988]
spec-line: - A szűrőn lévő szűrőközeg magassága és tömege: Nagyjából a magasság 2/3-ánál, a "MAX" és "MIN" jelzés között, kb. 36 kg.	[342, 1063, 653, 1079]
spec-line: Zadržana masa m g (DP 20 test): 50g	[680, 1046, 794, 1054]
spec-line: - Visina i težina filtarskog medija u filtru: približno 2/3 njegove visine, između oznaka "MAX" i "MIN", približno 36 kg.	[680, 171, 980, 187]
spec-line: Клас на затягане: Wt	[680, 571, 746, 579]
spec-line: Szűrőközeg típusa: Szilíciumhomok	[342, 1046, 451, 1054]
spec-line: Conținut: 1 piscină, 1 pompă filtru cu nisip, 1.000 g bile de filtrare pentru piscină Polysphere™, 1 scară pentru piscină, 1 prelată pentru piscină, plasture de reparații	[680, 530, 990, 546]
warning-text: OM PER ONGELUK VERDRINKEN TE VOORKOMEN, WORDT AANBEVOLEN DE TOEGANG TOT HET ZWEMBAD TE BEVEILIGEN MET EEN BESCHERMINGSMIDDEL. Houd u aan alle toepasselijke regelgeving. Zorgvuldig lezen en bewaren voor toekomstige referentie.	[5, 1966, 331, 1990]
warning-heading: UPOZORENJE!	[680, 1832, 729, 1840]
spec-line: Nominelle Durchflussrate:	[5, 388, 84, 396]
spec-block-title: Наземный плавательный бассейн в комплекте	[342, 4, 491, 12]
spec-line: Laget i Kina	[342, 430, 379, 437]
spec-line: - A szilícia tényleges mérete (mm-ben): 20-as szilícium-homok, 0,45-0,85 mm	[342, 1055, 577, 1062]
spec-line: - Protok vode integriranog sustava bazena (protok sustava): 4.920 l/h (1.300 gal./h i 4,9 m³/h)	[680, 238, 962, 245]
spec-line: Fabricado en China	[5, 880, 65, 888]
spec-line: - A szivattyú vízáramlási sebessége (szivattyú kapacitás): 6.056 l/h (1.600 gal./h és 6 m³/h)	[342, 1122, 617, 1129]
spec-line: ΚΑΤΗΓΟΡΙΑ ΣΤΕΓΑΝΟΤΗΤΑΣ: Wt	[5, 1197, 110, 1204]
spec-line: Nominalna brzina protoka:	[680, 1072, 760, 1079]
spec-line: - Pompanın su akış hızı (pompa kapasitesi): 6.056 L/saat (1.600 galon/saat & 6 m³/saat)	[680, 371, 947, 379]
spec-block-title: Svømmebassengsett til bruk over bakken	[342, 296, 468, 303]
spec-line: Nominalne natężenie przepływu:	[342, 963, 441, 971]
spec-line: ΤΥΠΟΣ ΜΕΣΟΥ ΦΙΛΤΡΑΡΙΣΜΑΤΟΣ: ΠΥΡΙΤΙΚΗ ΑΜΜΟΣ	[5, 1205, 177, 1213]
spec-line: - Integrated pool system water flow rate (system flow rate):	[5, 104, 182, 112]
spec-block-title: Súprava nadzemného plaveckého bazéna	[342, 729, 470, 737]
spec-line: Contents: 1 piece, 1 pump, 1 filter, 1,000 g Polysphere™ pool filtration balls, 1 pool ladder, 1 pool cover, repair patch	[5, 121, 318, 137]
spec-line: Effizienz bei der Trübungsreduktion TBR (%): 50 %	[5, 354, 160, 362]
